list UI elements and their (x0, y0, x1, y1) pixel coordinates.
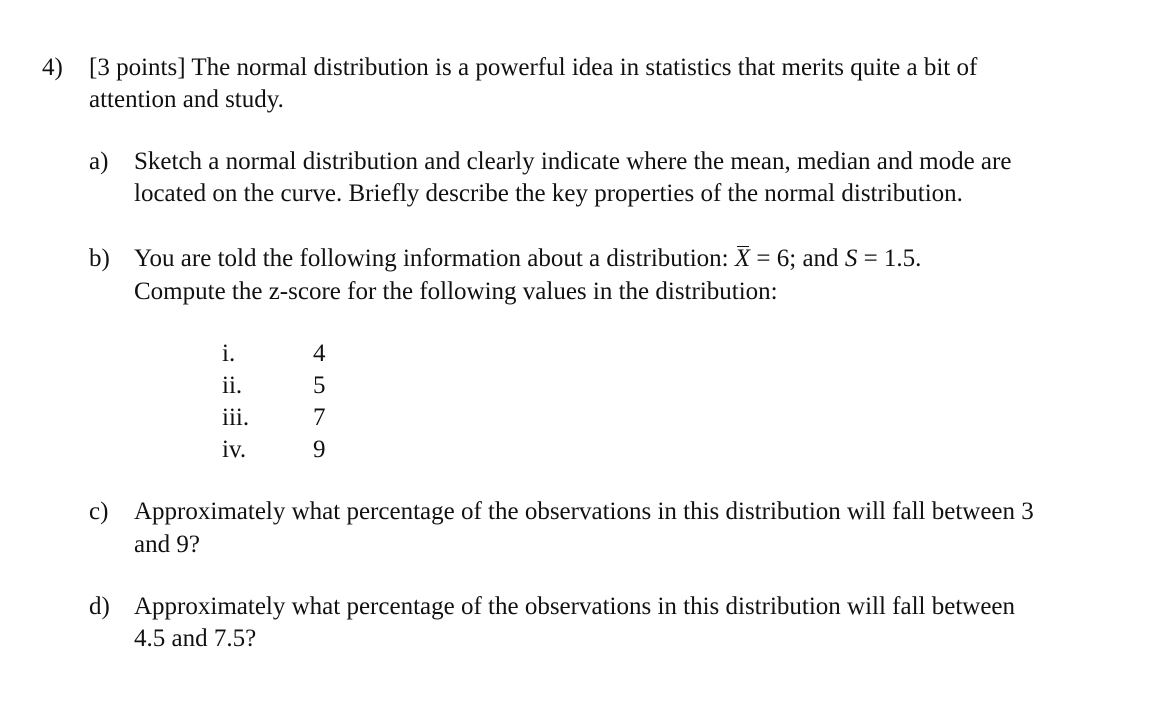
item-value-iv: 9 (313, 436, 326, 463)
item-label-i: i. (222, 340, 236, 367)
part-c-marker: c) (89, 498, 109, 525)
part-a-line-2: located on the curve. Briefly describe the key properties of the normal distribution. (134, 180, 963, 207)
part-c-line-2: and 9? (134, 531, 200, 558)
part-d-marker: d) (89, 593, 110, 620)
item-label-ii: ii. (222, 372, 243, 399)
part-b-line-2: Compute the z-score for the following values in the distribution: (134, 278, 778, 305)
part-a-line-1: Sketch a normal distribution and clearly indicate where the mean, median and mode are (134, 148, 1012, 175)
question-number: 4) (42, 54, 63, 81)
item-value-iii: 7 (313, 404, 326, 431)
part-b-line-1 (134, 243, 921, 275)
item-value-i: 4 (313, 340, 326, 367)
question-points: [3 points] (89, 54, 186, 81)
sd-symbol: S (844, 245, 858, 272)
part-b-mean-value: = 6; and (750, 245, 845, 272)
item-label-iv: iv. (222, 436, 247, 463)
part-b-marker: b) (89, 245, 110, 272)
part-a-marker: a) (89, 148, 109, 175)
question-intro-line-2: attention and study. (89, 86, 284, 113)
question-intro-line-1 (89, 52, 977, 84)
item-label-iii: iii. (222, 404, 250, 431)
question-intro-text: The normal distribution is a powerful idea in statistics that merits quite a bit of (191, 54, 978, 81)
part-b-line-1-prefix: You are told the following information about a distribution: (134, 245, 735, 272)
item-value-ii: 5 (313, 372, 326, 399)
part-b-sd-value: = 1.5. (857, 245, 922, 272)
mean-symbol: X (735, 243, 750, 275)
part-d-line-1: Approximately what percentage of the observations in this distribution will fall between (134, 593, 1016, 620)
part-d-line-2: 4.5 and 7.5? (134, 625, 257, 652)
part-c-line-1: Approximately what percentage of the observations in this distribution will fall between 3 (134, 498, 1034, 525)
